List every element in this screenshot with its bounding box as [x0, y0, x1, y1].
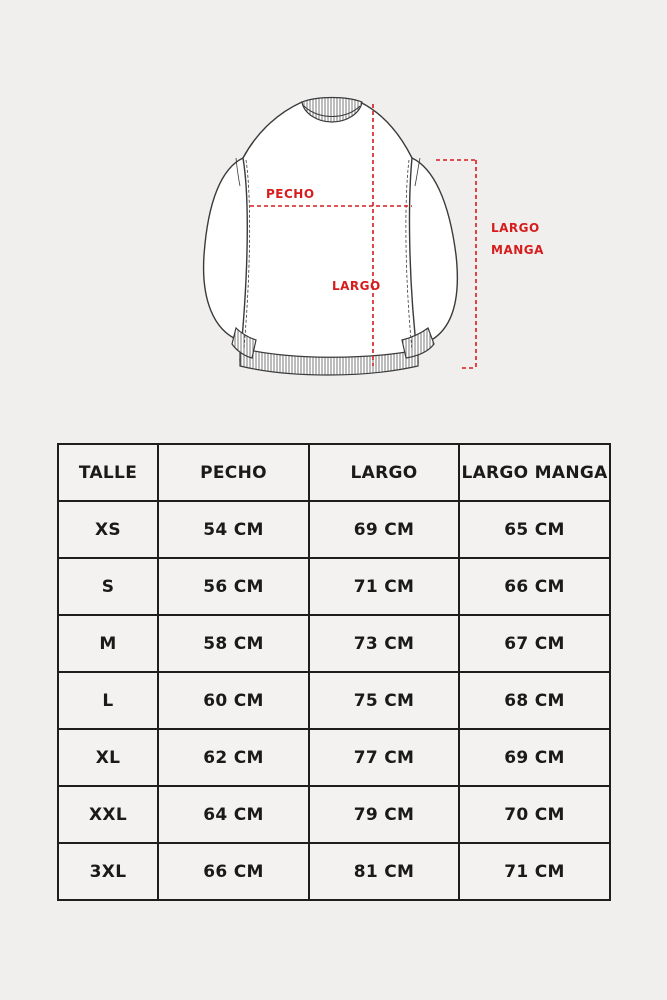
largo-manga-cell: 71 CM	[459, 843, 610, 900]
size-cell: L	[58, 672, 158, 729]
size-cell: M	[58, 615, 158, 672]
largo-label: LARGO	[332, 279, 381, 293]
table-row	[58, 843, 610, 900]
pecho-cell: 64 CM	[158, 786, 309, 843]
largo-manga-label-line2: MANGA	[491, 243, 544, 257]
largo-cell: 71 CM	[309, 558, 459, 615]
header-pecho: PECHO	[158, 444, 309, 501]
size-cell: XS	[58, 501, 158, 558]
pecho-label: PECHO	[266, 187, 315, 201]
largo-manga-cell: 66 CM	[459, 558, 610, 615]
sweatshirt-diagram	[0, 0, 667, 420]
largo-manga-label-line1: LARGO	[491, 221, 540, 235]
largo-manga-cell: 68 CM	[459, 672, 610, 729]
pecho-cell: 56 CM	[158, 558, 309, 615]
header-talle: TALLE	[58, 444, 158, 501]
largo-manga-cell: 69 CM	[459, 729, 610, 786]
size-cell: S	[58, 558, 158, 615]
pecho-cell: 54 CM	[158, 501, 309, 558]
largo-manga-cell: 65 CM	[459, 501, 610, 558]
largo-cell: 77 CM	[309, 729, 459, 786]
header-largo-manga: LARGO MANGA	[459, 444, 610, 501]
largo-cell: 75 CM	[309, 672, 459, 729]
table-header-row	[58, 444, 610, 501]
garment-body	[240, 102, 418, 369]
table-row	[58, 786, 610, 843]
largo-cell: 69 CM	[309, 501, 459, 558]
table-row	[58, 501, 610, 558]
sweatshirt-illustration	[204, 98, 458, 376]
size-cell: 3XL	[58, 843, 158, 900]
pecho-cell: 62 CM	[158, 729, 309, 786]
size-cell: XXL	[58, 786, 158, 843]
table-row	[58, 729, 610, 786]
table-row	[58, 672, 610, 729]
largo-manga-cell: 67 CM	[459, 615, 610, 672]
largo-cell: 73 CM	[309, 615, 459, 672]
table-row	[58, 615, 610, 672]
largo-cell: 79 CM	[309, 786, 459, 843]
pecho-cell: 58 CM	[158, 615, 309, 672]
largo-manga-cell: 70 CM	[459, 786, 610, 843]
header-largo: LARGO	[309, 444, 459, 501]
largo-cell: 81 CM	[309, 843, 459, 900]
size-cell: XL	[58, 729, 158, 786]
table-row	[58, 558, 610, 615]
pecho-cell: 66 CM	[158, 843, 309, 900]
pecho-cell: 60 CM	[158, 672, 309, 729]
size-chart-table	[57, 443, 611, 901]
